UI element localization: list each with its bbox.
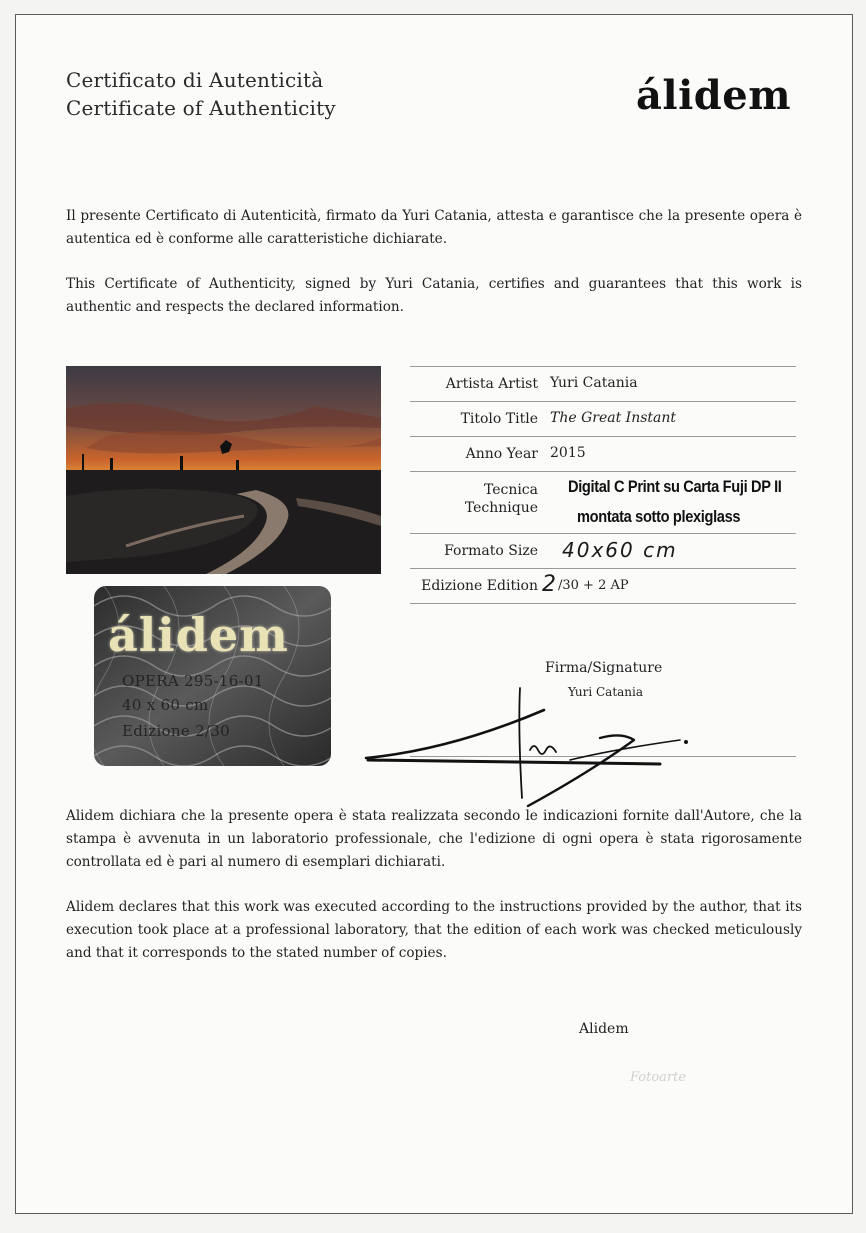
- detail-label-technique-en: Technique: [464, 500, 538, 516]
- hologram-opera-number: OPERA 295-16-01: [122, 672, 264, 690]
- title-italian: Certificato di Autenticità: [66, 68, 324, 92]
- artwork-photo: [66, 366, 381, 574]
- detail-label-technique-it: Tecnica: [483, 482, 538, 498]
- title-english: Certificate of Authenticity: [66, 96, 336, 120]
- hologram-edition: Edizione 2/30: [122, 722, 230, 740]
- signature-name: Yuri Catania: [568, 685, 644, 699]
- hologram-sticker: [94, 586, 331, 766]
- detail-value-edition-rest: /30 + 2 AP: [558, 578, 629, 593]
- handwritten-signature: [360, 680, 700, 810]
- detail-row-size: [410, 533, 796, 568]
- detail-row-technique: [410, 471, 796, 533]
- hologram-size: 40 x 60 cm: [122, 696, 209, 714]
- declaration-italian: Alidem dichiara che la presente opera è stata realizzata secondo le indicazioni fornite dall'Autore, che la stampa è avvenuta in un laboratorio professionale, che l'edizione di ogni opera è stata rigorosamente controllata ed è pari al numero di esemplari dichiarati.: [66, 808, 802, 870]
- intro-english: This Certificate of Authenticity, signed by Yuri Catania, certifies and guarantees that this work is authentic and respects the declared information.: [66, 276, 802, 315]
- detail-value-artist: Yuri Catania: [550, 375, 638, 391]
- closing-signature: Alidem: [579, 1021, 629, 1037]
- artwork-photo-image: [66, 366, 381, 574]
- detail-value-technique-line1: Digital C Print su Carta Fuji DP II: [568, 477, 782, 496]
- intro-italian: Il presente Certificato di Autenticità, firmato da Yuri Catania, attesta e garantisce che la presente opera è autentica ed è conforme alle caratteristiche dichiarate.: [66, 208, 802, 247]
- signature-title: Firma/Signature: [545, 660, 663, 676]
- detail-value-year: 2015: [550, 445, 586, 461]
- detail-row-year: [410, 436, 796, 471]
- detail-label-edition: Edizione Edition: [421, 578, 538, 594]
- detail-row-edition: [410, 568, 796, 604]
- detail-row-title: [410, 401, 796, 436]
- declaration-english: Alidem declares that this work was executed according to the instructions provided by the author, that its execution took place at a professional laboratory, that the edition of each work was checked meticulously and that it corresponds to the stated number of copies.: [66, 899, 802, 961]
- detail-label-size: Formato Size: [444, 543, 538, 559]
- detail-label-year: Anno Year: [465, 446, 538, 462]
- detail-value-size: 40x60 cm: [562, 538, 678, 562]
- hologram-logo: álidem: [108, 608, 289, 662]
- detail-value-technique-line2: montata sotto plexiglass: [577, 507, 741, 526]
- detail-value-title: The Great Instant: [550, 410, 677, 426]
- detail-label-title: Titolo Title: [460, 411, 538, 427]
- faint-watermark: Fotoarte: [630, 1070, 687, 1085]
- alidem-logo: álidem: [636, 72, 792, 119]
- certificate-title: [66, 66, 336, 122]
- detail-row-artist: [410, 366, 796, 401]
- detail-value-edition-number: 2: [542, 572, 556, 597]
- artwork-details-table: [410, 366, 796, 604]
- detail-label-artist: Artista Artist: [445, 376, 538, 392]
